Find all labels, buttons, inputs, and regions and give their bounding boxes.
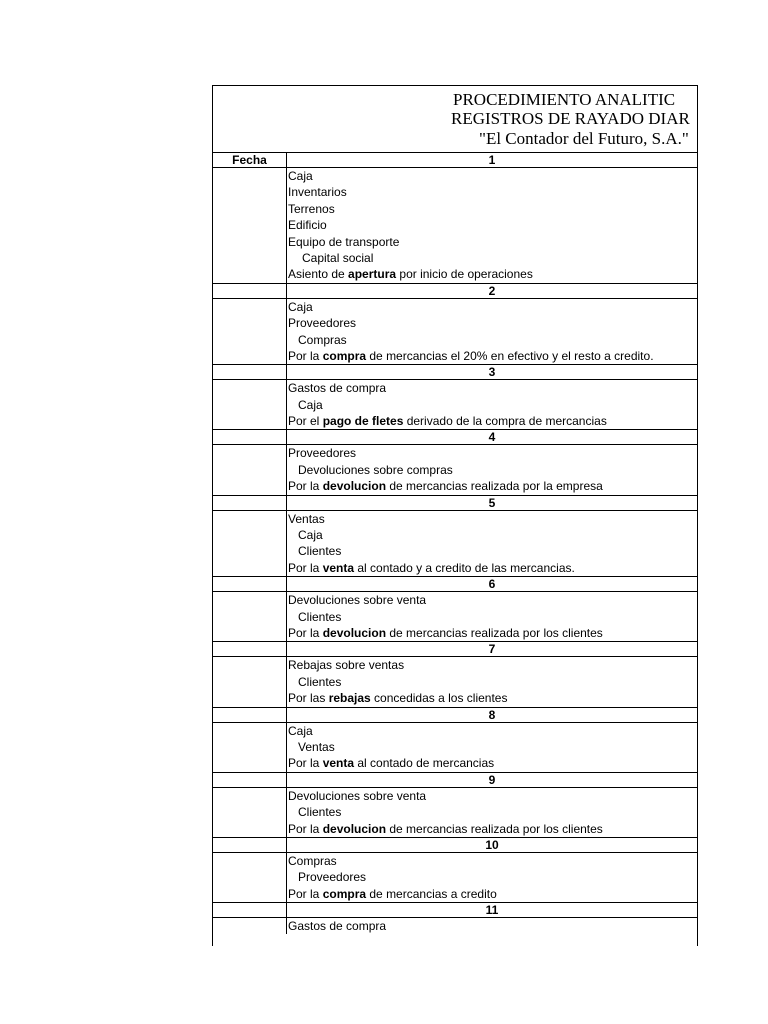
entry-lines <box>288 445 697 494</box>
fecha-header: Fecha <box>213 153 287 167</box>
fecha-cell <box>213 708 287 722</box>
entry-lines <box>288 380 697 429</box>
entry-number: 5 <box>488 495 496 510</box>
fecha-cell <box>213 430 287 444</box>
journal-entry <box>213 657 697 706</box>
entry-lines <box>288 788 697 837</box>
journal-entry <box>213 723 697 772</box>
entry-number: 2 <box>488 283 496 298</box>
journal-sheet <box>212 85 698 946</box>
fecha-cell <box>213 577 287 591</box>
entry-number: 8 <box>488 707 496 722</box>
credit-account: Clientes <box>298 805 342 820</box>
entry-number-row <box>213 641 697 657</box>
entry-description: Por la compra de mercancias el 20% en efectivo y el resto a credito. <box>288 348 654 363</box>
fecha-cell <box>213 642 287 656</box>
entry-number: 3 <box>488 365 496 380</box>
journal-entry <box>213 592 697 641</box>
debit-account: Proveedores <box>288 446 357 461</box>
fecha-column-line <box>286 299 287 365</box>
fecha-cell <box>213 284 287 298</box>
fecha-cell <box>213 496 287 510</box>
fecha-column-line <box>286 592 287 641</box>
journal-entry <box>213 299 697 365</box>
fecha-cell <box>213 365 287 379</box>
journal-entries <box>213 168 697 934</box>
debit-account: Devoluciones sobre venta <box>288 593 427 608</box>
journal-entry <box>213 168 697 283</box>
description-keyword: devolucion <box>322 821 387 836</box>
entry-number-row <box>213 429 697 445</box>
description-keyword: rebajas <box>328 691 371 706</box>
description-keyword: devolucion <box>322 479 387 494</box>
debit-account: Inventarios <box>288 185 347 200</box>
entry-number: 11 <box>485 903 499 918</box>
description-keyword: venta <box>322 756 355 771</box>
debit-account: Ventas <box>288 511 325 526</box>
company-name: "El Contador del Futuro, S.A." <box>479 129 689 148</box>
entry-number: 4 <box>488 430 496 445</box>
entry-number: 7 <box>488 642 496 657</box>
entry-description: Por las rebajas concedidas a los clientes <box>288 691 508 706</box>
entry-number: 10 <box>485 837 499 852</box>
credit-account: Clientes <box>298 544 342 559</box>
fecha-column-line <box>286 380 287 429</box>
fecha-column-line <box>286 445 287 494</box>
description-keyword: compra <box>322 886 367 901</box>
fecha-column-line <box>286 788 287 837</box>
debit-account: Proveedores <box>288 316 357 331</box>
entry-lines <box>288 168 697 283</box>
entry-number: 1 <box>488 153 496 167</box>
entry-description: Asiento de apertura por inicio de operaciones <box>288 267 533 282</box>
entry-lines <box>288 918 697 934</box>
debit-account: Terrenos <box>288 201 335 216</box>
entry-number-row <box>213 283 697 299</box>
fecha-cell <box>213 903 287 917</box>
credit-account: Caja <box>298 528 323 543</box>
entry-number-row <box>213 576 697 592</box>
fecha-column-line <box>286 918 287 934</box>
entry-number-row <box>213 837 697 853</box>
entry-description: Por el pago de fletes derivado de la compra de mercancias <box>288 414 607 429</box>
journal-entry <box>213 445 697 494</box>
entry-number-row <box>213 772 697 788</box>
journal-entry <box>213 853 697 902</box>
entry-number-row <box>213 364 697 380</box>
description-keyword: apertura <box>348 267 397 282</box>
fecha-cell <box>213 838 287 852</box>
debit-account: Devoluciones sobre venta <box>288 788 427 803</box>
debit-account: Equipo de transporte <box>288 234 400 249</box>
debit-account: Caja <box>288 723 313 738</box>
debit-account: Caja <box>288 169 313 183</box>
title-line-1: PROCEDIMIENTO ANALITIC <box>453 90 676 109</box>
credit-account: Devoluciones sobre compras <box>298 462 453 477</box>
title-block <box>213 86 697 152</box>
debit-account: Rebajas sobre ventas <box>288 658 405 673</box>
description-keyword: compra <box>322 348 367 363</box>
title-line-2: REGISTROS DE RAYADO DIAR <box>451 109 690 128</box>
entry-lines <box>288 511 697 577</box>
debit-account: Gastos de compra <box>288 919 387 934</box>
entry-lines <box>288 299 697 365</box>
entry-number-row <box>213 902 697 918</box>
entry-lines <box>288 853 697 902</box>
entry-lines <box>288 657 697 706</box>
credit-account: Proveedores <box>298 870 367 885</box>
description-keyword: devolucion <box>322 625 387 640</box>
fecha-column-line <box>286 511 287 577</box>
debit-account: Caja <box>288 299 313 314</box>
entry-lines <box>288 723 697 772</box>
journal-entry <box>213 380 697 429</box>
entry-description: Por la venta al contado y a credito de las mercancias. <box>288 560 575 575</box>
entry-number-row <box>213 495 697 511</box>
credit-account: Compras <box>298 332 347 347</box>
journal-entry <box>213 918 697 934</box>
fecha-column-line <box>286 853 287 902</box>
fecha-column-line <box>286 723 287 772</box>
entry-description: Por la devolucion de mercancias realizada por los clientes <box>288 821 603 836</box>
entry-lines <box>288 592 697 641</box>
entry-description: Por la compra de mercancias a credito <box>288 886 497 901</box>
credit-account: Clientes <box>298 674 342 689</box>
credit-account: Caja <box>298 397 323 412</box>
column-header-row <box>213 152 697 168</box>
fecha-column-line <box>286 168 287 283</box>
entry-description: Por la venta al contado de mercancias <box>288 756 495 771</box>
credit-account: Clientes <box>298 609 342 624</box>
journal-entry <box>213 511 697 577</box>
debit-account: Gastos de compra <box>288 381 387 396</box>
entry-description: Por la devolucion de mercancias realizada por los clientes <box>288 625 603 640</box>
entry-number-row <box>213 707 697 723</box>
journal-entry <box>213 788 697 837</box>
debit-account: Compras <box>288 853 337 868</box>
description-keyword: venta <box>322 560 355 575</box>
fecha-cell <box>213 773 287 787</box>
credit-account: Ventas <box>298 739 335 754</box>
fecha-column-line <box>286 657 287 706</box>
debit-account: Edificio <box>288 218 327 233</box>
entry-number: 6 <box>488 577 496 592</box>
credit-account: Capital social <box>302 250 374 265</box>
entry-number: 9 <box>488 772 496 787</box>
entry-description: Por la devolucion de mercancias realizada por la empresa <box>288 479 603 494</box>
description-keyword: pago de fletes <box>322 414 404 429</box>
